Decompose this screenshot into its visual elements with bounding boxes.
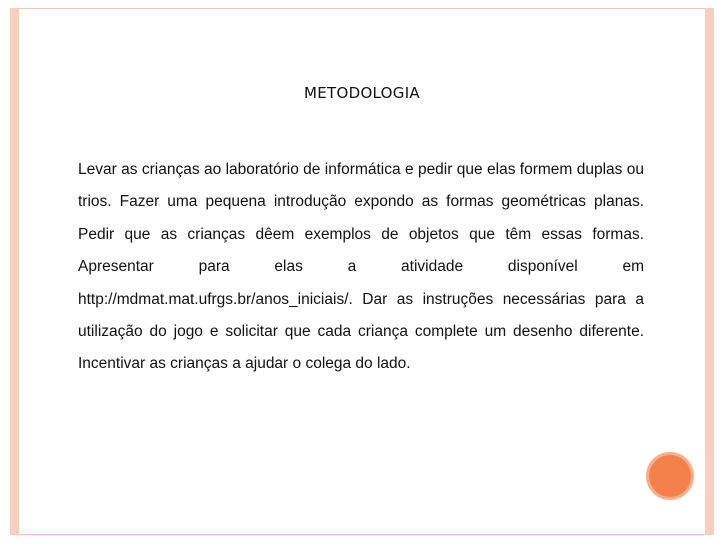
slide-body-text: Levar as crianças ao laboratório de informática e pedir que elas formem duplas ou trios. Fazer uma pequena introdução expondo as formas geométricas planas. Pedir que as crianças dêem exemplos de objetos que têm essas formas. Apresentar para elas a atividade disponível em http://mdmat.mat.ufrgs.br/anos_iniciais/. Dar as instruções necessárias para a utilização do jogo e solicitar que cada criança complete um desenho diferente. Incentivar as crianças a ajudar o colega do lado. <box>78 161 644 373</box>
right-decorative-band <box>705 8 714 535</box>
slide-title: METODOLOGIA <box>304 84 420 102</box>
accent-circle <box>646 452 694 500</box>
left-decorative-band <box>10 8 19 535</box>
accent-circle-icon <box>646 452 694 500</box>
